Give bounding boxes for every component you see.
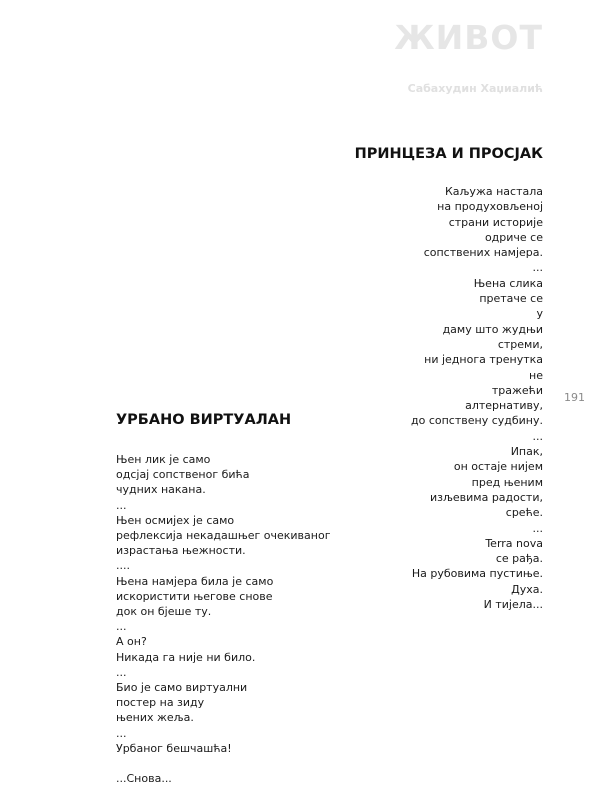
poem-line [116,756,446,771]
poem-line: даму што жудњи [442,322,543,336]
poem-line: постер на зиду [116,696,205,710]
poem-line: Ипак, [510,445,543,459]
poem-line: у [536,307,543,321]
poem-line: ...Снова... [116,772,172,786]
poem-line: одриче се [484,230,543,244]
poem-line: тражећи [491,383,543,397]
poem-line: на продуховљеној [437,200,543,214]
poem-line: пред њеним [471,475,543,489]
poem-line: Terra nova [485,536,543,550]
poem-line: он остаје нијем [453,460,543,474]
poem-line: Њен осмијех је само [116,513,235,527]
poem-line: израстања њежности. [116,544,246,558]
running-header-author: Сабахудин Хаџиалић [407,82,543,95]
poem-urban-virtual [116,412,446,786]
poem-line: А он? [116,635,147,649]
poem-line: алтернативу, [465,399,543,413]
poem-line: ... [116,498,127,512]
poem-line: искористити његове снове [116,589,273,603]
poem-line: И тијела... [483,598,543,612]
poem-line: Урбаног бешчашћа! [116,741,232,755]
running-header-title: ЖИВОТ [394,18,543,57]
poem-line: ... [116,665,127,679]
poem-line: Каљужа настала [444,185,543,198]
poem-body [116,452,446,786]
poem-title: ПРИНЦЕЗА И ПРОСЈАК [354,146,543,162]
poem-line: Духа. [511,582,543,596]
poem-line: претаче се [479,292,543,306]
poem-line: ни једнога тренутка [424,353,543,367]
poem-line: Био је само виртуални [116,681,248,695]
poem-line: рефлексија некадашњег очекиваног [116,529,331,543]
poem-line: Њена слика [473,276,543,290]
page-number: 191 [564,391,585,404]
poem-line: одсјај сопственог бића [116,468,250,482]
poem-line: Њен лик је само [116,453,211,466]
poem-line: до сопствену судбину. [411,414,543,428]
poem-line: чудних накана. [116,483,206,497]
poem-line: не [529,368,543,382]
poem-line: ... [116,620,127,634]
poem-line: страни историје [448,215,543,229]
poem-line: На рубовима пустиње. [411,567,543,581]
poem-line: ... [532,429,543,443]
poem-line: ... [532,261,543,275]
poem-line: стреми, [497,337,543,351]
poem-line: .... [116,559,130,573]
poem-line: њених жеља. [116,711,194,725]
poem-line: Њена намјера била је само [116,574,274,588]
poem-line: сопствених намјера. [423,246,543,260]
poem-line: ... [532,521,543,535]
poem-title: УРБАНО ВИРТУАЛАН [116,412,292,428]
poem-line: ... [116,726,127,740]
poem-line: док он бјеше ту. [116,605,212,619]
poem-line: среће. [505,506,543,520]
poem-line: се рађа. [495,552,543,566]
poem-line: изљевима радости, [429,490,543,504]
poem-line: Никада га није ни било. [116,650,256,664]
